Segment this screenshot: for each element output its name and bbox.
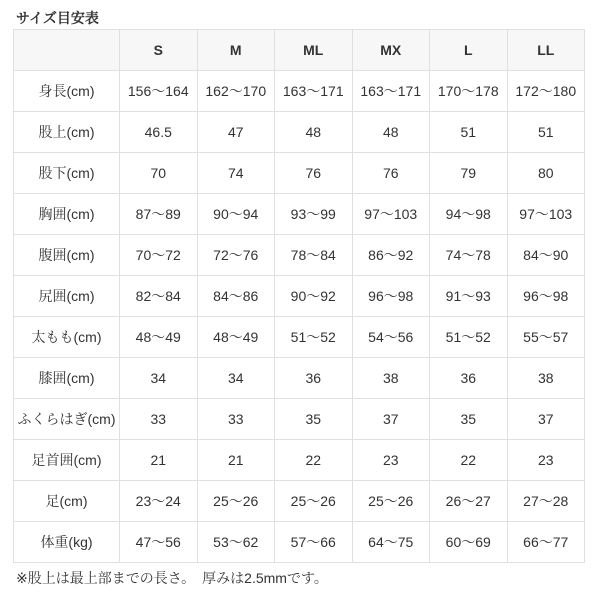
table-row [14, 317, 585, 358]
size-value-cell: 33 [120, 399, 198, 440]
size-value-cell: 48〜49 [120, 317, 198, 358]
size-value-cell: 76 [352, 153, 430, 194]
size-value-cell: 51 [430, 112, 508, 153]
table-row [14, 276, 585, 317]
row-label: 尻囲(cm) [14, 276, 120, 317]
table-row [14, 153, 585, 194]
size-value-cell: 84〜86 [197, 276, 275, 317]
size-chart-table [13, 29, 585, 563]
size-value-cell: 170〜178 [430, 71, 508, 112]
size-value-cell: 25〜26 [275, 481, 353, 522]
size-value-cell: 51 [507, 112, 585, 153]
row-label: ふくらはぎ(cm) [14, 399, 120, 440]
table-header [14, 30, 585, 71]
row-label: 股上(cm) [14, 112, 120, 153]
size-value-cell: 66〜77 [507, 522, 585, 563]
size-value-cell: 46.5 [120, 112, 198, 153]
size-value-cell: 79 [430, 153, 508, 194]
row-label: 足(cm) [14, 481, 120, 522]
size-value-cell: 76 [275, 153, 353, 194]
size-value-cell: 53〜62 [197, 522, 275, 563]
row-label: 胸囲(cm) [14, 194, 120, 235]
size-value-cell: 97〜103 [352, 194, 430, 235]
size-value-cell: 70〜72 [120, 235, 198, 276]
size-guide-page [0, 8, 600, 600]
size-value-cell: 51〜52 [430, 317, 508, 358]
table-row [14, 522, 585, 563]
size-value-cell: 87〜89 [120, 194, 198, 235]
size-value-cell: 90〜92 [275, 276, 353, 317]
size-value-cell: 94〜98 [430, 194, 508, 235]
table-row [14, 112, 585, 153]
size-value-cell: 93〜99 [275, 194, 353, 235]
header-row [14, 30, 585, 71]
size-value-cell: 22 [275, 440, 353, 481]
size-value-cell: 25〜26 [197, 481, 275, 522]
size-value-cell: 25〜26 [352, 481, 430, 522]
size-value-cell: 38 [507, 358, 585, 399]
size-value-cell: 80 [507, 153, 585, 194]
size-value-cell: 34 [120, 358, 198, 399]
size-value-cell: 37 [352, 399, 430, 440]
table-row [14, 235, 585, 276]
size-value-cell: 91〜93 [430, 276, 508, 317]
size-value-cell: 84〜90 [507, 235, 585, 276]
column-header-ml: ML [275, 30, 353, 71]
row-label: 身長(cm) [14, 71, 120, 112]
size-value-cell: 48 [352, 112, 430, 153]
size-value-cell: 36 [430, 358, 508, 399]
page-title: サイズ目安表 [16, 10, 99, 26]
size-value-cell: 78〜84 [275, 235, 353, 276]
size-value-cell: 70 [120, 153, 198, 194]
size-value-cell: 35 [275, 399, 353, 440]
size-value-cell: 47〜56 [120, 522, 198, 563]
size-value-cell: 22 [430, 440, 508, 481]
size-value-cell: 37 [507, 399, 585, 440]
size-value-cell: 21 [120, 440, 198, 481]
table-row [14, 194, 585, 235]
size-value-cell: 27〜28 [507, 481, 585, 522]
row-label: 足首囲(cm) [14, 440, 120, 481]
column-header-mx: MX [352, 30, 430, 71]
size-value-cell: 163〜171 [275, 71, 353, 112]
table-row [14, 481, 585, 522]
size-value-cell: 96〜98 [507, 276, 585, 317]
corner-cell [14, 30, 120, 71]
table-row [14, 358, 585, 399]
size-value-cell: 64〜75 [352, 522, 430, 563]
size-value-cell: 23〜24 [120, 481, 198, 522]
size-value-cell: 54〜56 [352, 317, 430, 358]
table-row [14, 71, 585, 112]
row-label: 膝囲(cm) [14, 358, 120, 399]
size-value-cell: 82〜84 [120, 276, 198, 317]
size-value-cell: 57〜66 [275, 522, 353, 563]
size-table-body [14, 71, 585, 563]
size-value-cell: 48 [275, 112, 353, 153]
row-label: 股下(cm) [14, 153, 120, 194]
row-label: 体重(kg) [14, 522, 120, 563]
size-value-cell: 162〜170 [197, 71, 275, 112]
table-row [14, 440, 585, 481]
size-value-cell: 72〜76 [197, 235, 275, 276]
size-value-cell: 90〜94 [197, 194, 275, 235]
size-value-cell: 96〜98 [352, 276, 430, 317]
column-header-s: S [120, 30, 198, 71]
column-header-l: L [430, 30, 508, 71]
size-value-cell: 47 [197, 112, 275, 153]
size-value-cell: 97〜103 [507, 194, 585, 235]
row-label: 腹囲(cm) [14, 235, 120, 276]
size-value-cell: 21 [197, 440, 275, 481]
size-value-cell: 74 [197, 153, 275, 194]
table-row [14, 399, 585, 440]
size-value-cell: 36 [275, 358, 353, 399]
row-label: 太もも(cm) [14, 317, 120, 358]
size-value-cell: 51〜52 [275, 317, 353, 358]
size-value-cell: 26〜27 [430, 481, 508, 522]
size-value-cell: 38 [352, 358, 430, 399]
column-header-ll: LL [507, 30, 585, 71]
size-value-cell: 35 [430, 399, 508, 440]
size-value-cell: 60〜69 [430, 522, 508, 563]
size-value-cell: 163〜171 [352, 71, 430, 112]
size-value-cell: 48〜49 [197, 317, 275, 358]
footnote: ※股上は最上部までの長さ。 厚みは2.5mmです。 [16, 570, 328, 586]
size-value-cell: 172〜180 [507, 71, 585, 112]
size-value-cell: 34 [197, 358, 275, 399]
size-value-cell: 23 [507, 440, 585, 481]
size-value-cell: 74〜78 [430, 235, 508, 276]
size-value-cell: 23 [352, 440, 430, 481]
size-value-cell: 55〜57 [507, 317, 585, 358]
size-value-cell: 86〜92 [352, 235, 430, 276]
column-header-m: M [197, 30, 275, 71]
size-value-cell: 156〜164 [120, 71, 198, 112]
size-value-cell: 33 [197, 399, 275, 440]
